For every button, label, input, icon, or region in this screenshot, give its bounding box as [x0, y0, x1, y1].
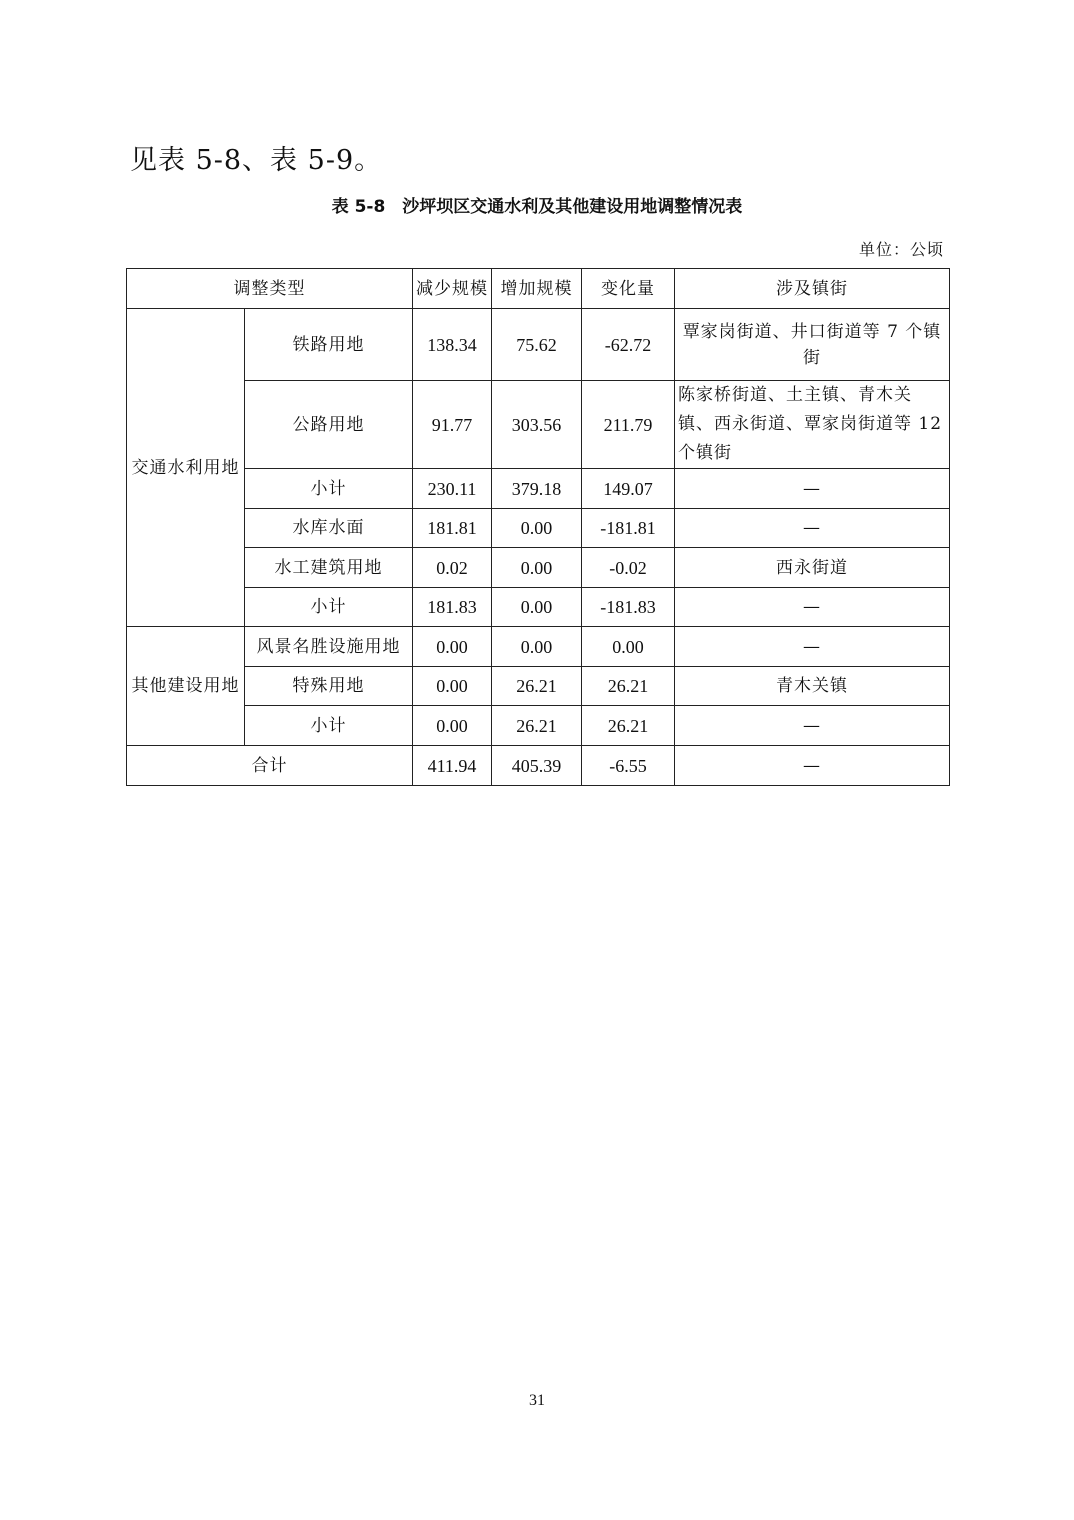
- row-type: 水库水面: [245, 509, 413, 548]
- row-decrease: 181.83: [413, 588, 492, 627]
- total-label: 合计: [127, 746, 413, 786]
- row-decrease: 138.34: [413, 309, 492, 381]
- header-increase: 增加规模: [492, 269, 582, 309]
- row-decrease: 0.00: [413, 627, 492, 667]
- table-total-row: [127, 746, 950, 786]
- group-other: 其他建设用地: [127, 627, 245, 746]
- row-change: 26.21: [582, 706, 675, 746]
- page-number: 31: [529, 1392, 545, 1409]
- intro-paragraph: 见表 5-8、表 5-9。: [130, 145, 383, 176]
- land-adjustment-table: [126, 268, 950, 786]
- row-streets: 西永街道: [675, 548, 950, 588]
- total-increase: 405.39: [492, 746, 582, 786]
- row-decrease: 0.00: [413, 706, 492, 746]
- row-change: 149.07: [582, 469, 675, 509]
- table-caption: 表 5-8 沙坪坝区交通水利及其他建设用地调整情况表: [331, 197, 743, 217]
- row-change: -181.83: [582, 588, 675, 627]
- row-change: 211.79: [582, 381, 675, 469]
- table-row: [127, 469, 950, 509]
- row-type: 风景名胜设施用地: [245, 627, 413, 667]
- row-increase: 0.00: [492, 588, 582, 627]
- row-change: -0.02: [582, 548, 675, 588]
- row-type: 公路用地: [245, 381, 413, 469]
- total-streets: —: [675, 746, 950, 786]
- row-streets: —: [675, 469, 950, 509]
- row-decrease: 230.11: [413, 469, 492, 509]
- row-streets: —: [675, 706, 950, 746]
- row-streets: 青木关镇: [675, 667, 950, 706]
- row-change: 26.21: [582, 667, 675, 706]
- row-increase: 0.00: [492, 627, 582, 667]
- table-header-row: [127, 269, 950, 309]
- unit-label: 单位：公顷: [858, 240, 944, 259]
- row-type: 小计: [245, 588, 413, 627]
- header-change: 变化量: [582, 269, 675, 309]
- row-streets: 覃家岗街道、井口街道等 7 个镇街: [675, 309, 950, 381]
- row-change: 0.00: [582, 627, 675, 667]
- table-row: [127, 667, 950, 706]
- row-type: 小计: [245, 706, 413, 746]
- table-row: [127, 509, 950, 548]
- table-row: [127, 588, 950, 627]
- row-streets: 陈家桥街道、土主镇、青木关镇、西永街道、覃家岗街道等 12 个镇街: [675, 381, 950, 469]
- row-decrease: 181.81: [413, 509, 492, 548]
- row-type: 水工建筑用地: [245, 548, 413, 588]
- row-streets: —: [675, 588, 950, 627]
- row-decrease: 0.02: [413, 548, 492, 588]
- row-decrease: 0.00: [413, 667, 492, 706]
- row-increase: 0.00: [492, 548, 582, 588]
- row-increase: 26.21: [492, 706, 582, 746]
- row-increase: 0.00: [492, 509, 582, 548]
- header-streets: 涉及镇街: [675, 269, 950, 309]
- row-increase: 379.18: [492, 469, 582, 509]
- table-row: [127, 548, 950, 588]
- row-increase: 303.56: [492, 381, 582, 469]
- table-row: [127, 627, 950, 667]
- group-transport: 交通水利用地: [127, 309, 245, 627]
- total-decrease: 411.94: [413, 746, 492, 786]
- row-type: 小计: [245, 469, 413, 509]
- row-type: 铁路用地: [245, 309, 413, 381]
- row-change: -181.81: [582, 509, 675, 548]
- row-decrease: 91.77: [413, 381, 492, 469]
- total-change: -6.55: [582, 746, 675, 786]
- row-streets: —: [675, 627, 950, 667]
- table-row: [127, 309, 950, 381]
- row-streets: —: [675, 509, 950, 548]
- row-increase: 75.62: [492, 309, 582, 381]
- table-row: [127, 706, 950, 746]
- row-change: -62.72: [582, 309, 675, 381]
- row-increase: 26.21: [492, 667, 582, 706]
- table-row: [127, 381, 950, 469]
- header-decrease: 减少规模: [413, 269, 492, 309]
- header-type: 调整类型: [127, 269, 413, 309]
- row-type: 特殊用地: [245, 667, 413, 706]
